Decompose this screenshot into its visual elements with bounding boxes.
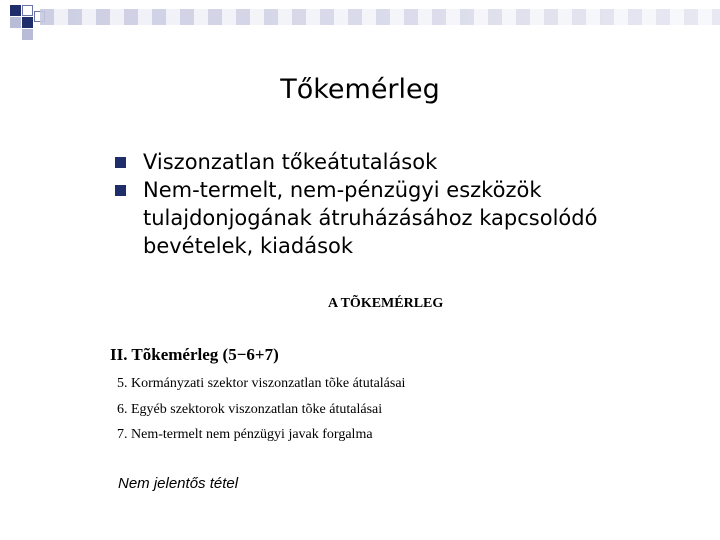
- decor-square-icon: [10, 5, 21, 16]
- decor-square-icon: [22, 5, 33, 16]
- table-row: 7. Nem-termelt nem pénzügyi javak forgalma: [117, 427, 373, 442]
- decor-square-icon: [10, 17, 21, 28]
- bullet-list: [115, 148, 675, 260]
- bullet-text: Viszonzatlan tőkeátutalások: [143, 150, 438, 174]
- header-strip: [40, 9, 720, 25]
- table-row: 5. Kormányzati szektor viszonzatlan tõke átutalásai: [117, 376, 406, 391]
- decor-square-icon: [22, 29, 33, 40]
- square-bullet-icon: [115, 157, 126, 168]
- table-rows: [117, 371, 405, 448]
- note-text: Nem jelentős tétel: [118, 475, 239, 492]
- table-row: 6. Egyéb szektorok viszonzatlan tõke átutalásai: [117, 401, 383, 417]
- decor-square-icon: [22, 17, 33, 28]
- table-title: A TÕKEMÉRLEG: [328, 296, 444, 311]
- bullet-text: Nem-termelt, nem-pénzügyi eszközök tulajdonjogának átruházásához kapcsolódó bevételek, kiadások: [143, 178, 598, 258]
- slide-title: Tőkemérleg: [280, 74, 440, 105]
- table-header: II. Tõkemérleg (5−6+7): [110, 345, 279, 364]
- bullet-item: [115, 148, 675, 176]
- bullet-item: [115, 176, 675, 260]
- square-bullet-icon: [115, 185, 126, 196]
